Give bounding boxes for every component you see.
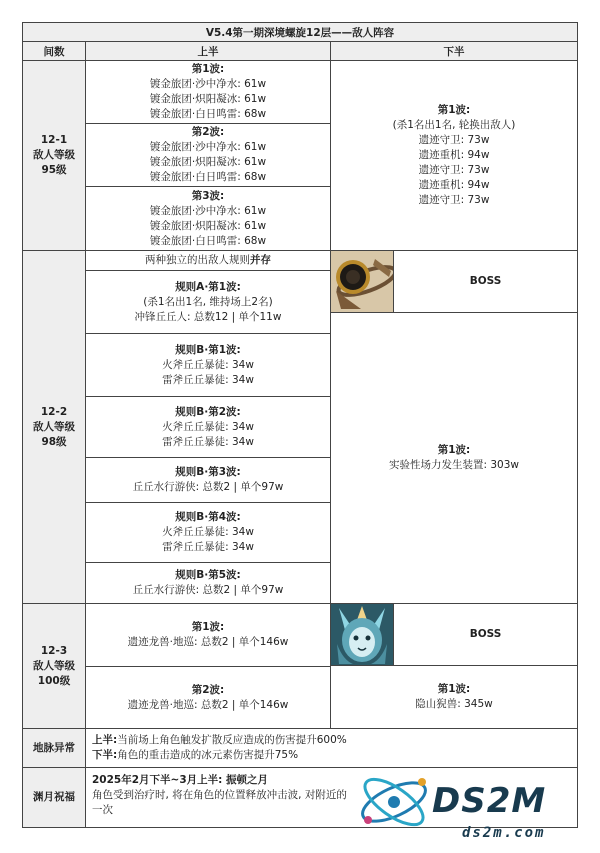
table-title [22,22,578,42]
enemy-line: 镀金旅团·沙中净水: 61w [149,204,267,217]
chamber-number: 12-2 [40,405,68,418]
enemy-line: 遗迹龙兽·地巡: 总数2 | 单个146w [127,636,289,648]
rule-note-prefix: 两种独立的出敌人规则 [145,254,250,266]
wave-title: 规则B·第5波: [175,569,241,581]
boss-label: BOSS [469,275,502,287]
ley-line-lower-text: 角色的重击造成的冰元素伤害提升75% [117,749,299,761]
wave-cell-lower [330,312,578,604]
enemy-level-label: 敌人等级 [33,659,75,672]
header-chamber-text: 间数 [43,45,65,58]
enemy-line: 镀金旅团·沙中净水: 61w [149,141,267,153]
blessing-text-cont: 一次 [92,804,113,816]
header-lower-text: 下半 [443,45,465,58]
boss-portrait-field-generator [330,250,394,313]
enemy-line: 镀金旅团·白日鸣雷: 68w [149,234,267,247]
enemy-line: 遗迹守卫: 73w [418,134,490,146]
wave-title: 第1波: [437,683,471,695]
ley-line-lower [92,748,577,763]
watermark-main: DS2M [432,781,547,821]
header-chamber [22,41,86,61]
lion-beast-icon [331,604,393,665]
wave-title: 第1波: [437,444,471,456]
chamber-label-12-3 [22,603,86,729]
wave-cell [85,666,331,729]
header-upper [85,41,331,61]
wave-cell [85,270,331,334]
enemy-line: 镀金旅团·炽阳凝冰: 61w [149,219,267,232]
enemy-line: 遗迹守卫: 73w [418,194,490,206]
chamber-number: 12-1 [40,134,68,146]
boss-label: BOSS [469,628,502,640]
chamber-label-12-1 [22,60,86,251]
enemy-line: 镀金旅团·白日鸣雷: 68w [149,171,267,183]
wave-title: 第2波: [191,126,225,138]
wave-cell [85,502,331,563]
wave-cell [85,186,331,251]
rule-note [145,253,271,268]
wave-cell [85,603,331,667]
chamber-number: 12-3 [40,644,68,657]
enemy-level-value: 95级 [41,164,67,176]
enemy-line: 镀金旅团·炽阳凝冰: 61w [149,93,267,105]
blessing-title: 2025年2月下半~3月上半: 振顿之月 [92,774,268,786]
wave-title: 第1波: [437,104,471,116]
blessing-label-cell [22,767,86,828]
chamber-label-12-2 [22,250,86,604]
wave-cell [85,457,331,503]
title-text: V5.4第一期深境螺旋12层——敌人阵容 [205,26,395,39]
enemy-line: 火斧丘丘暴徒: 34w [162,420,254,433]
wave-title: 规则B·第3波: [175,466,241,478]
wave-cell-lower [330,60,578,251]
enemy-line: 遗迹龙兽·地巡: 总数2 | 单个146w [127,698,289,711]
boss-portrait-lion [330,603,394,666]
enemy-line: 遗迹重机: 94w [418,179,490,191]
enemy-level-value: 100级 [37,674,71,687]
ley-line-upper-tag: 上半: [92,734,118,746]
wave-title: 第1波: [191,63,225,75]
wave-rule-note: (杀1名出1名, 轮换出敌人) [392,119,516,131]
enemy-line: 雷斧丘丘暴徒: 34w [162,435,254,448]
wave-title: 第2波: [191,683,225,696]
ley-line-upper [92,733,577,748]
boss-label-cell [393,250,578,313]
enemy-line: 镀金旅团·白日鸣雷: 68w [149,108,267,120]
enemy-line: 丘丘水行游侠: 总数2 | 单个97w [132,584,284,596]
ley-line-cell [85,728,578,768]
rule-note-bold: 并存 [250,254,271,266]
enemy-line: 实验性场力发生装置: 303w [388,459,519,471]
ley-line-upper-text: 当前场上角色触发扩散反应造成的伤害提升600% [117,734,347,746]
header-upper-text: 上半 [197,45,219,58]
enemy-line: 隐山猊兽: 345w [415,698,493,710]
wave-title: 规则B·第1波: [175,343,241,356]
rule-note-cell [85,250,331,271]
enemy-line: 镀金旅团·炽阳凝冰: 61w [149,156,267,168]
enemy-line: 镀金旅团·沙中净水: 61w [149,78,267,90]
wave-cell [85,562,331,604]
wave-cell [85,123,331,187]
watermark-sub: ds2m.com [462,825,546,841]
enemy-line: 遗迹守卫: 73w [418,164,490,176]
blessing-label: 渊月祝福 [33,791,75,803]
wave-cell [85,60,331,124]
wave-cell [85,333,331,397]
enemy-line: 遗迹重机: 94w [418,149,490,161]
enemy-line: 火斧丘丘暴徒: 34w [162,358,254,371]
enemy-level-label: 敌人等级 [33,420,75,433]
enemy-line: 雷斧丘丘暴徒: 34w [162,373,254,386]
ley-line-label: 地脉异常 [33,741,75,754]
enemy-line: 火斧丘丘暴徒: 34w [162,526,254,538]
field-generator-icon [331,251,393,312]
enemy-line: 冲锋丘丘人: 总数12 | 单个11w [134,310,282,323]
wave-title: 第1波: [191,621,225,633]
wave-cell-lower [330,665,578,729]
blessing-text: 角色受到治疗时, 将在角色的位置释放冲击波, 对附近的 [92,789,347,801]
wave-title: 规则B·第4波: [175,511,241,523]
wave-rule-note: (杀1名出1名, 维持场上2名) [143,295,273,308]
wave-title: 规则B·第2波: [175,405,241,418]
spiral-abyss-table [22,22,578,828]
wave-cell [85,396,331,458]
ley-line-label-cell [22,728,86,768]
wave-title: 第3波: [191,189,225,202]
wave-title: 规则A·第1波: [175,280,241,293]
enemy-line: 雷斧丘丘暴徒: 34w [162,541,254,553]
ley-line-lower-tag: 下半: [92,749,118,761]
boss-label-cell [393,603,578,666]
enemy-level-label: 敌人等级 [33,149,75,161]
header-lower [330,41,578,61]
enemy-line: 丘丘水行游侠: 总数2 | 单个97w [132,481,284,493]
enemy-level-value: 98级 [41,435,67,448]
